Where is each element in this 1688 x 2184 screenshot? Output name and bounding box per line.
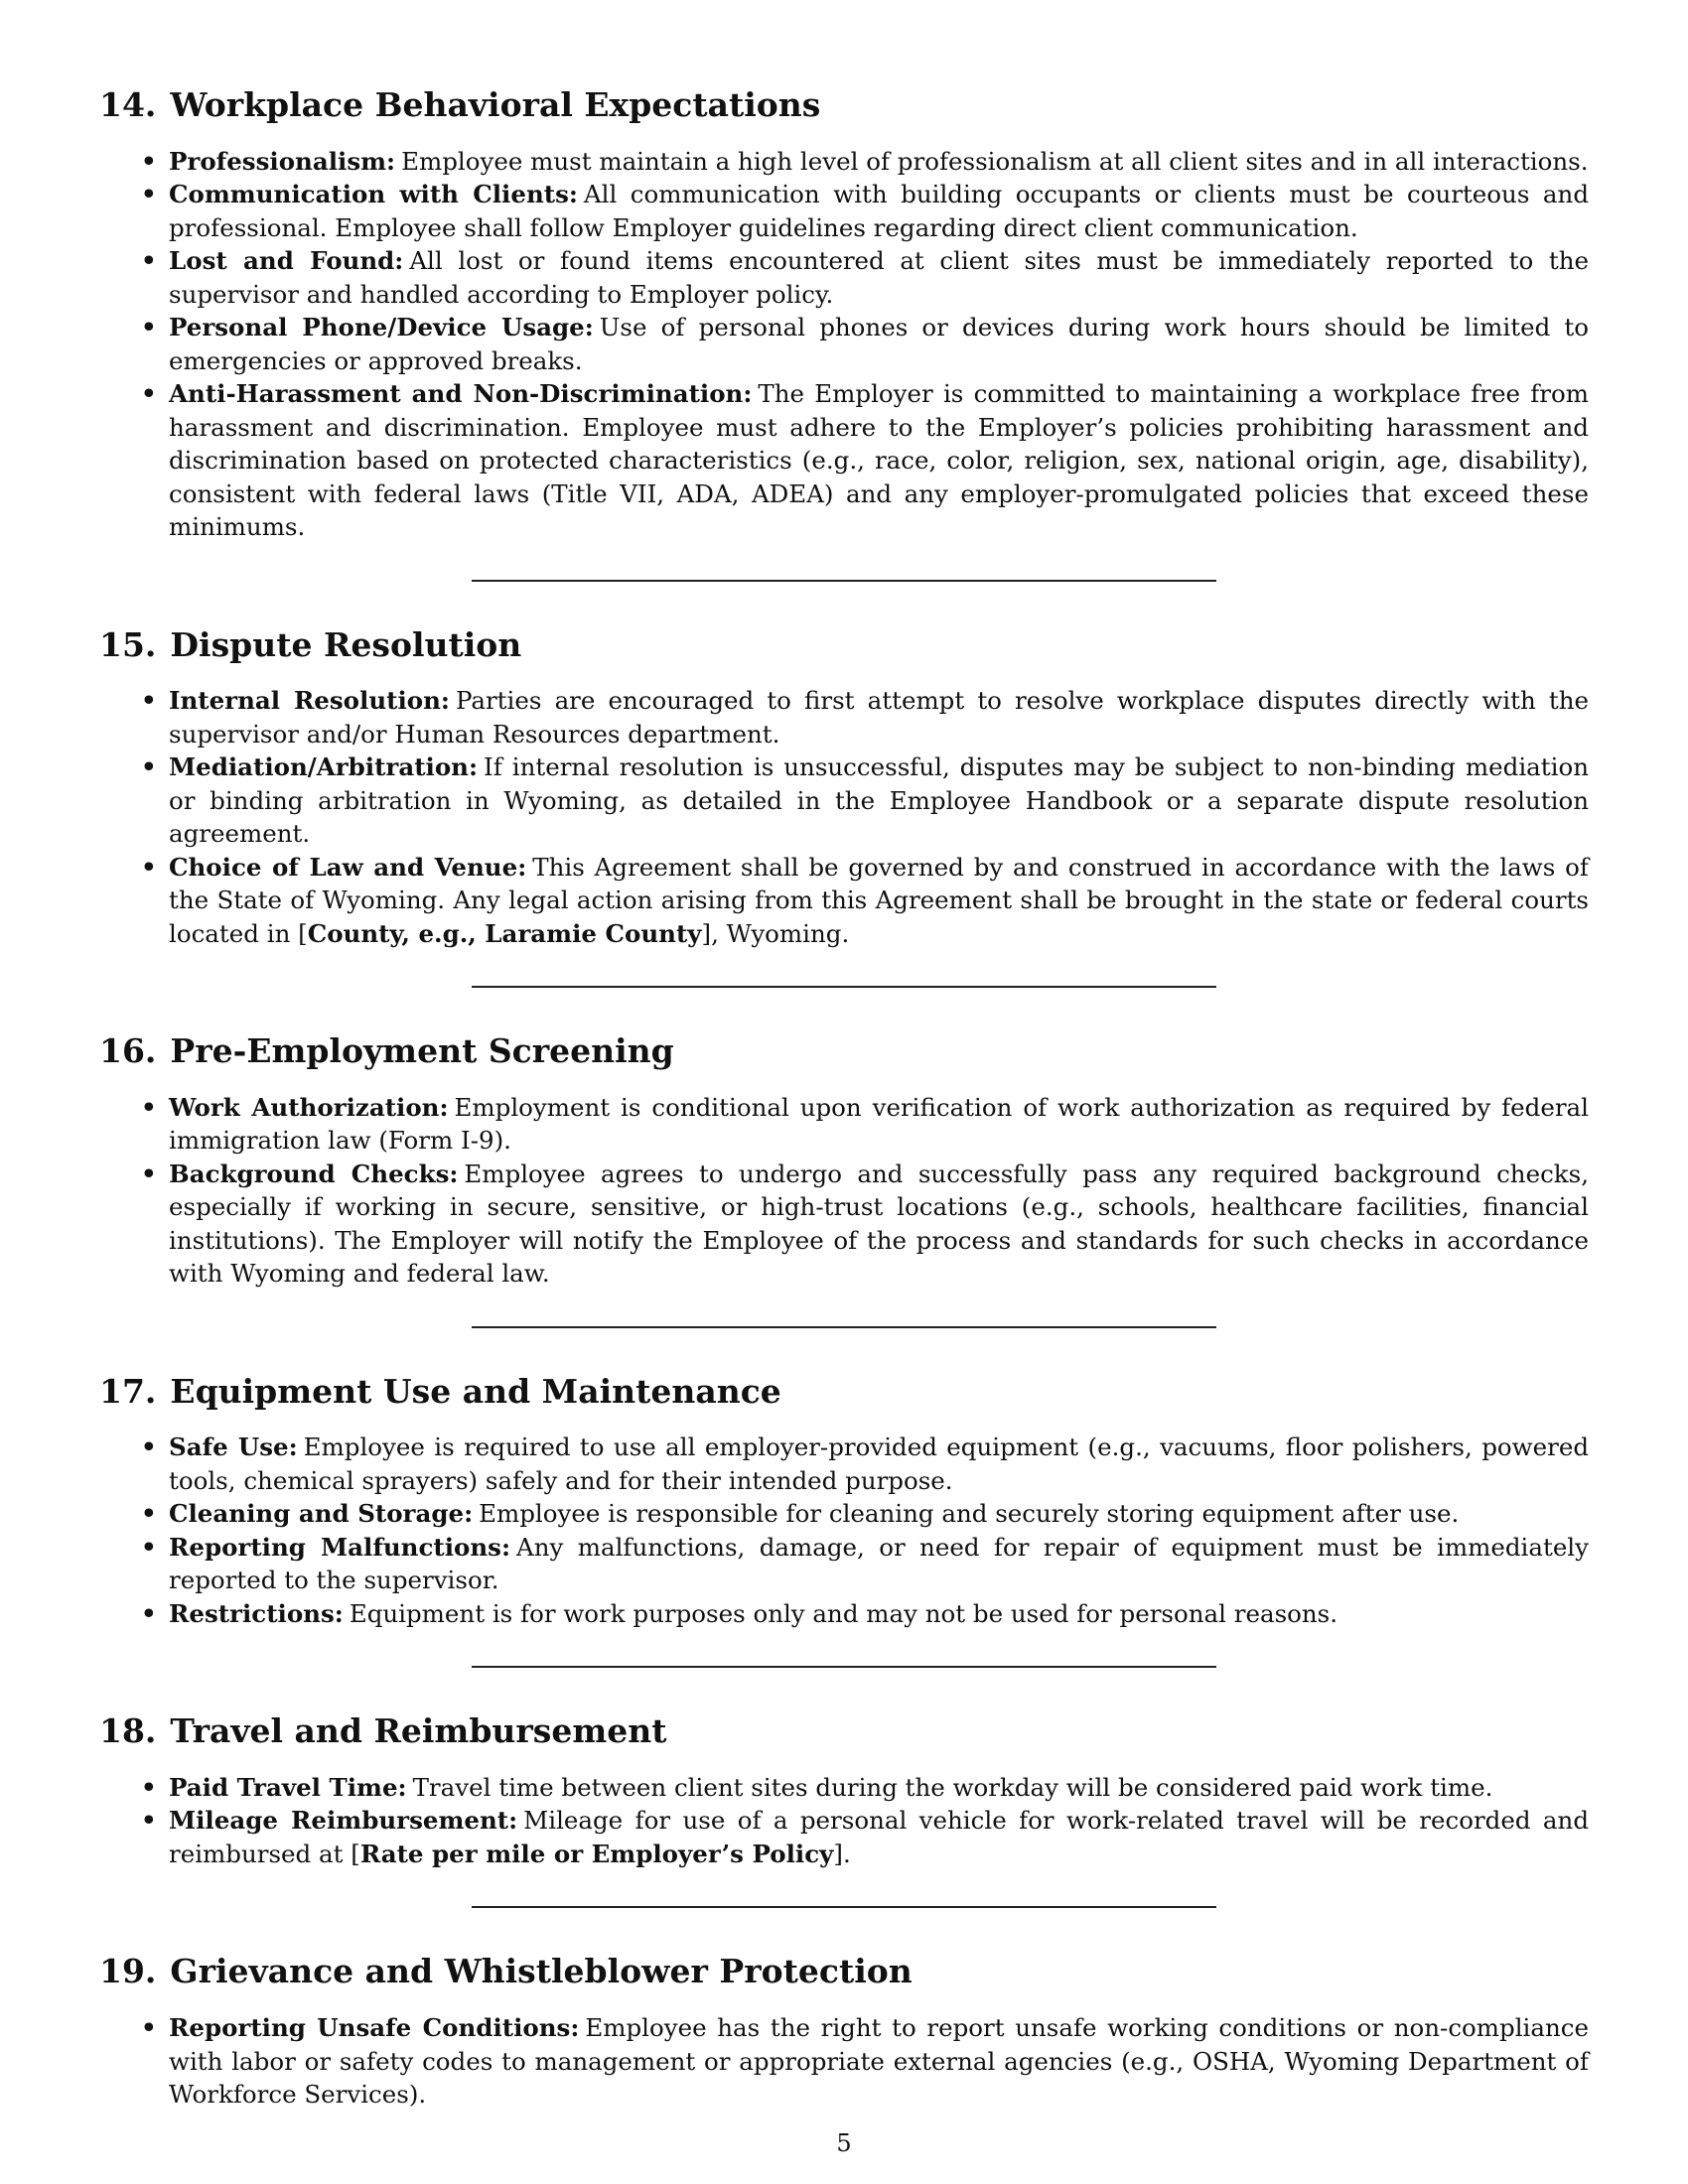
list-item: [99, 751, 1589, 851]
bullet-list: [99, 1771, 1589, 1871]
section-title: Workplace Behavioral Expectations: [170, 85, 821, 124]
item-text: Employment is conditional upon verification of work authorization as required by federal immigration law (Form I-9).: [169, 1092, 1589, 1156]
list-item: [99, 1091, 1589, 1158]
section-divider: [99, 1906, 1589, 1908]
section-number: 17.: [99, 1371, 157, 1411]
section-title: Grievance and Whistleblower Protection: [170, 1952, 913, 1991]
item-text: Any malfunctions, damage, or need for repair of equipment must be immediately reported to the supervisor.: [169, 1532, 1589, 1595]
section: [99, 1031, 1589, 1291]
list-item: [99, 1158, 1589, 1291]
placeholder-field: Rate per mile or Employer’s Policy: [359, 1839, 834, 1868]
list-item: [99, 1531, 1589, 1597]
section-heading: [99, 1031, 1589, 1071]
bullet-icon: •: [141, 1433, 157, 1462]
list-item: [99, 145, 1589, 179]
bullet-list: [99, 145, 1589, 544]
section-number: 15.: [99, 624, 157, 664]
item-text: All lost or found items encountered at client sites must be immediately reported to the supervisor and handled according to Employer policy.: [169, 246, 1589, 309]
item-term: Professionalism:: [169, 146, 396, 176]
item-term: Restrictions:: [169, 1598, 344, 1628]
section-divider: [99, 580, 1589, 582]
list-item: • Choice of Law and Venue: This Agreement shall be governed by and construed in accordance with the laws of the State of Wyoming. Any legal action arising from this Agreement shall be brought in the state or federal courts located in [County, e.g., Laramie County], Wyoming.: [141, 852, 1589, 948]
section-divider: [99, 1666, 1589, 1668]
section-title: Equipment Use and Maintenance: [170, 1371, 781, 1411]
section-heading: [99, 85, 1589, 125]
item-term: Mediation/Arbitration:: [169, 752, 479, 782]
item-term: Lost and Found:: [169, 246, 404, 276]
section-divider: [99, 986, 1589, 988]
section-title: Dispute Resolution: [170, 624, 522, 664]
item-suffix: , Wyoming.: [711, 918, 850, 948]
item-text: Employee is required to use all employer-provided equipment (e.g., vacuums, floor polishers, powered tools, chemical sprayers) safely and for their intended purpose.: [169, 1433, 1589, 1495]
bullet-list: [99, 1091, 1589, 1291]
section: [99, 1711, 1589, 1870]
list-item: [99, 1431, 1589, 1497]
section: [99, 1952, 1589, 2111]
item-term: Anti-Harassment and Non-Discrimination:: [169, 379, 753, 409]
list-item: [99, 684, 1589, 751]
item-text: If internal resolution is unsuccessful, disputes may be subject to non-binding mediation or binding arbitration in Wyoming, as detailed in the Employee Handbook or a separate dispute resolution agreement.: [169, 752, 1589, 849]
section: [99, 85, 1589, 544]
item-term: Communication with Clients:: [169, 180, 578, 209]
item-text: The Employer is committed to maintaining a workplace free from harassment and discrimination. Employee must adhere to the Employer’s policies prohibiting harassment and discrimination based on protected characteristics (e.g., race, color, religion, sex, national origin, age, disability), consistent with federal laws (Title VII, ADA, ADEA) and any employer-promulgated policies that exceed these minimums.: [169, 379, 1589, 542]
section-heading: [99, 625, 1589, 665]
page-number: 5: [836, 2129, 852, 2157]
item-text: Employee is responsible for cleaning and securely storing equipment after use.: [479, 1499, 1460, 1529]
bullet-list: [99, 2011, 1589, 2112]
item-text: Employee must maintain a high level of professionalism at all client sites and in all interactions.: [401, 146, 1589, 176]
list-item: [99, 1497, 1589, 1531]
bullet-icon: •: [141, 1159, 157, 1188]
bullet-icon: •: [141, 1499, 157, 1529]
item-term: Reporting Unsafe Conditions:: [169, 2013, 580, 2043]
item-term: Personal Phone/Device Usage:: [169, 313, 594, 342]
item-term: Safe Use:: [169, 1433, 298, 1462]
bullet-icon: •: [141, 246, 157, 276]
bullet-icon: •: [141, 379, 157, 409]
section-heading: [99, 1711, 1589, 1751]
section-divider: [99, 1326, 1589, 1328]
item-text: Employee agrees to undergo and successfully pass any required background checks, especially if working in secure, sensitive, or high-trust locations (e.g., schools, healthcare facilities, financial institutions). The Employer will notify the Employee of the process and standards for such checks in accordance with Wyoming and federal law.: [169, 1159, 1589, 1289]
list-item: [99, 178, 1589, 244]
item-text: This Agreement shall be governed by and construed in accordance with the laws of the State of Wyoming. Any legal action arising from this Agreement shall be brought in the state or federal courts located in: [169, 852, 1589, 948]
section-number: 18.: [99, 1711, 157, 1751]
bullet-icon: •: [141, 852, 157, 882]
item-term: Background Checks:: [169, 1159, 459, 1188]
item-text: Travel time between client sites during the workday will be considered paid work time.: [412, 1772, 1493, 1802]
item-text: Parties are encouraged to first attempt to resolve workplace disputes directly with the supervisor and/or Human Resources department.: [169, 686, 1590, 749]
placeholder-field: County, e.g., Laramie County: [307, 918, 702, 948]
list-item: [99, 377, 1589, 544]
bullet-icon: •: [141, 1092, 157, 1122]
list-item: [99, 1771, 1589, 1805]
list-item: • Mileage Reimbursement: Mileage for use of a personal vehicle for work-related travel will be recorded and reimbursed at [Rate per mile or Employer’s Policy].: [141, 1806, 1589, 1868]
item-term: Reporting Malfunctions:: [169, 1532, 511, 1562]
item-term: Cleaning and Storage:: [169, 1499, 474, 1529]
item-suffix: .: [842, 1839, 851, 1868]
item-text: All communication with building occupants or clients must be courteous and professional. Employee shall follow Employer guidelines regarding direct client communication.: [169, 180, 1589, 242]
item-term: Paid Travel Time:: [169, 1772, 407, 1802]
bullet-icon: •: [141, 146, 157, 176]
item-term: Mileage Reimbursement:: [169, 1806, 518, 1836]
section-heading: [99, 1372, 1589, 1412]
bullet-list: [99, 684, 1589, 950]
item-term: Choice of Law and Venue:: [169, 852, 527, 882]
list-item: [99, 2011, 1589, 2112]
section: [99, 1372, 1589, 1631]
section-title: Travel and Reimbursement: [170, 1711, 667, 1751]
item-term: Work Authorization:: [169, 1092, 449, 1122]
bullet-icon: •: [141, 1772, 157, 1802]
item-text: Employee has the right to report unsafe working conditions or non-compliance with labor or safety codes to management or appropriate external agencies (e.g., OSHA, Wyoming Department of Workforce Services).: [169, 2013, 1589, 2110]
bullet-icon: •: [141, 1532, 157, 1562]
section-number: 14.: [99, 85, 157, 124]
item-term: Internal Resolution:: [169, 686, 450, 716]
bullet-icon: •: [141, 1598, 157, 1628]
section-number: 16.: [99, 1031, 157, 1071]
document-body: [99, 85, 1589, 2112]
item-text: Mileage for use of a personal vehicle for work-related travel will be recorded and reimbursed at: [169, 1806, 1589, 1868]
item-text: Equipment is for work purposes only and may not be used for personal reasons.: [349, 1598, 1338, 1628]
section-heading: [99, 1952, 1589, 1991]
list-item: [99, 1597, 1589, 1631]
section-number: 19.: [99, 1952, 157, 1991]
list-item: [99, 311, 1589, 377]
section-title: Pre-Employment Screening: [170, 1031, 674, 1071]
item-text: Use of personal phones or devices during work hours should be limited to emergencies or approved breaks.: [169, 313, 1589, 375]
bullet-icon: •: [141, 313, 157, 342]
bullet-icon: •: [141, 180, 157, 209]
bullet-icon: •: [141, 686, 157, 716]
bullet-icon: •: [141, 752, 157, 782]
list-item: [99, 244, 1589, 311]
bullet-list: [99, 1431, 1589, 1630]
bullet-icon: •: [141, 2013, 157, 2043]
section: [99, 625, 1589, 951]
bullet-icon: •: [141, 1806, 157, 1836]
